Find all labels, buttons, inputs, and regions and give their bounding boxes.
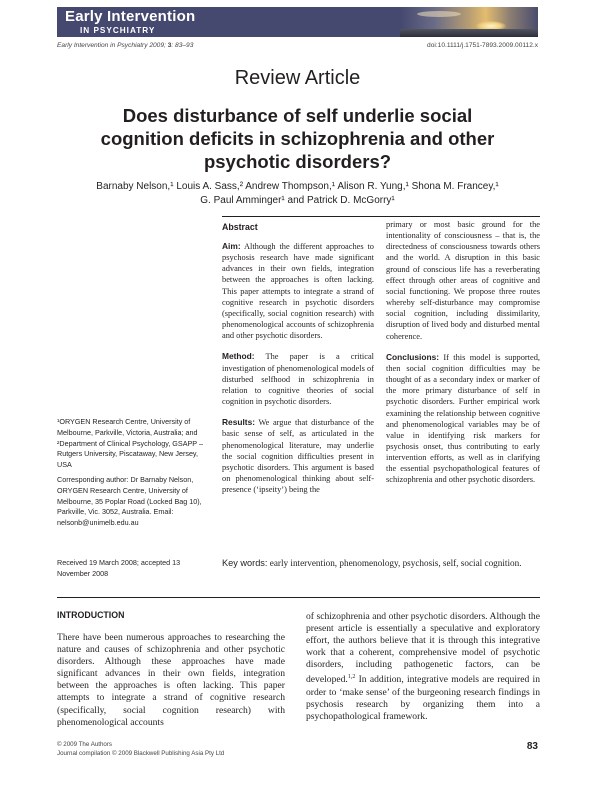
citation: Early Intervention in Psychiatry 2009; 3: 83–93 [57,42,194,49]
abstract-column-1 [222,241,374,505]
abstract-results: Results: We argue that disturbance of the basic sense of self, as articulated in the phenomenological literature, may underlie the social cognition difficulties present in psychotic disorders. This argument is based on phenomenological thinking about self-presence (‘ipseity’) being the [222,417,374,495]
doi[interactable]: doi:10.1111/j.1751-7893.2009.00112.x [427,42,538,49]
introduction-column-2: of schizophrenia and other psychotic disorders. Although the present article is essentially a speculative and exploratory effort, the authors believe that it is through this integrative work that a coherent, comprehensive model of psychotic disorders, including pathogenetic factors, can be developed.$^{1,2}$ In addition, integrative models are required in order to ‘make sense’ of the burgeoning research findings in psychosis research by organizing them into a psychopathological framework. [306,611,540,722]
abstract-bottom-rule [57,597,540,598]
authors-line-2: G. Paul Amminger¹ and Patrick D. McGorry¹ [200,195,395,206]
article-title: Does disturbance of self underlie social cognition deficits in schizophrenia and other psychotic disorders? [100,105,495,172]
keywords: Key words: early intervention, phenomenology, psychosis, self, social cognition. [222,558,522,568]
authors-line-1: Barnaby Nelson,¹ Louis A. Sass,² Andrew Thompson,¹ Alison R. Yung,¹ Shona M. Francey,¹ [96,181,499,192]
introduction-column-1: There have been numerous approaches to researching the nature and causes of schizophrenia and other psychotic disorders. Although these approaches have made significant advances in their own fields, integration between the approaches is often lacking. This paper attempts to integrate a strand of cognitive research (specifically, social cognition research) with phenomenological accounts [57,632,285,728]
received-dates: Received 19 March 2008; accepted 13 November 2008 [57,558,181,578]
abstract-method: Method: The paper is a critical investigation of phenomenological models of disturbed selfhood in schizophrenia in relation to cognitive theories of social cognition in psychotic disorders. [222,351,374,407]
journal-name: Early Intervention [65,8,196,25]
citation-volume: 3 [167,42,172,49]
affiliations [57,417,207,471]
author-list [70,180,525,208]
introduction-heading: INTRODUCTION [57,610,125,620]
correspondence [57,475,207,529]
affiliation-text: ¹ORYGEN Research Centre, University of Melbourne, Parkville, Victoria, Australia; and ²Department of Clinical Psychology, GSAPP – Rutgers University, Piscataway, New Jersey, USA [57,417,203,470]
cloud-shape [417,11,461,17]
abstract-column-2 [386,219,540,496]
journal-banner [57,7,538,37]
abstract-results-continued: primary or most basic ground for the intentionality of consciousness – that is, the directedness of consciousness towards others and the world. A disruption in this basic ground of conscious life has a reverberating effect through other areas of cognitive and social functioning. We propose three routes whereby self-disturbance may compromise social cognition, including dissimilarity, disruption of lived body and disturbed mental coherence. [386,220,540,341]
hills-silhouette [400,29,538,37]
reference-superscript[interactable]: 1,2 [347,674,356,681]
abstract-aim: Aim: Although the different approaches to psychosis research have made significant advances in their own fields, integration between the approaches is often lacking. This paper attempts to integrate a strand of cognitive research in psychotic disorders (specifically, social cognition research) with phenomenological accounts of schizophrenia and other psychotic disorders. [222,241,374,341]
abstract-top-rule [222,216,540,217]
abstract-heading: Abstract [222,222,258,232]
journal-subname: IN PSYCHIATRY [80,26,156,35]
article-type: Review Article [234,67,361,89]
copyright: © 2009 The Authors Journal compilation © 2009 Blackwell Publishing Asia Pty Ltd [57,741,225,757]
page-number: 83 [526,741,538,752]
correspondence-text: Corresponding author: Dr Barnaby Nelson, ORYGEN Research Centre, University of Melbourne, 35 Poplar Road (Locked Bag 10), Parkville, Vic. 3052, Australia. Email: nelsonb@unimelb.edu.au [57,475,202,528]
abstract-conclusions: Conclusions: If this model is supported, then social cognition difficulties may be thought of as a secondary index or marker of the more primary disturbance of self in psychotic disorders. Further empirical work examining the relationship between cognitive and phenomenological variables may be of value in identifying risk markers for psychosis onset, thus contributing to early intervention efforts, as well as in clarifying the essential psychopathological features of schizophrenia and other psychotic disorders. [386,351,540,485]
